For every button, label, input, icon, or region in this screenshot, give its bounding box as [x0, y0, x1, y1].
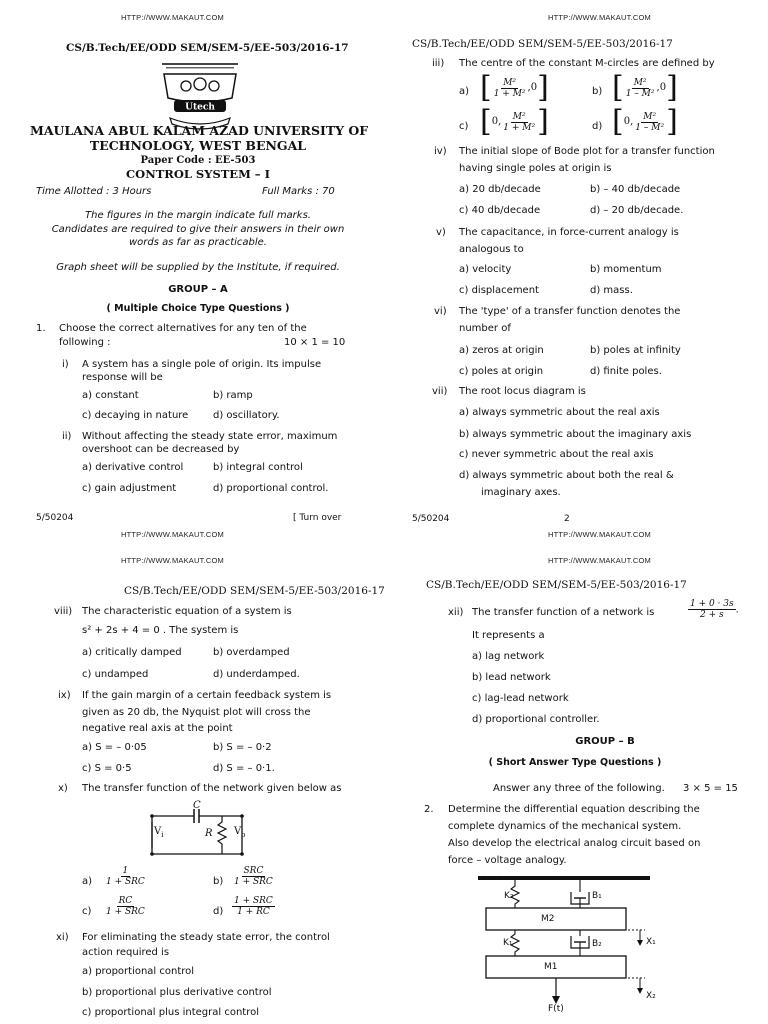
figure-label-b2: B₂ [592, 939, 602, 949]
group-heading: GROUP – B [575, 736, 635, 747]
circuit-label-vi: $V_i$ [154, 826, 164, 839]
question-marks: 3 × 5 = 15 [683, 783, 738, 794]
math-denominator: 1 + SRC [106, 877, 145, 887]
subquestion-number: i) [62, 359, 69, 370]
answer-option-continued[interactable]: imaginary axes. [481, 487, 561, 498]
site-url-header[interactable]: HTTP://WWW.MAKAUT.COM [121, 13, 224, 22]
answer-option[interactable]: d) underdamped. [213, 669, 300, 680]
math-numerator: SRC [243, 866, 264, 876]
answer-option[interactable]: a) proportional control [82, 966, 195, 977]
answer-option[interactable]: [ 0 , $\frac{\text{M²}}{\text{1 – M²}}$ ] [612, 104, 678, 139]
answer-option-label: d) [592, 121, 603, 132]
group-subheading: ( Short Answer Type Questions ) [488, 757, 662, 768]
question-marks: 10 × 1 = 10 [284, 337, 346, 348]
question-text: given as 20 db, the Nyquist plot will cross the [82, 707, 311, 718]
group-subheading: ( Multiple Choice Type Questions ) [106, 303, 290, 314]
circuit-label-c: C [193, 800, 201, 811]
time-allotted: Time Allotted : 3 Hours [36, 186, 152, 197]
question-text: The initial slope of Bode plot for a transfer function [459, 146, 715, 157]
answer-option-label: c) [82, 906, 92, 917]
question-text: The capacitance, in force-current analogy is [459, 227, 679, 238]
subquestion-number: ii) [62, 431, 72, 442]
answer-option[interactable]: c) displacement [459, 285, 539, 296]
question-text: having single poles at origin is [459, 163, 612, 174]
answer-option[interactable]: b) poles at infinity [590, 345, 681, 356]
paper-code: Paper Code : EE-503 [140, 155, 256, 166]
answer-option-label: c) [459, 121, 469, 132]
question-text: response will be [82, 372, 163, 383]
subquestion-number: xii) [448, 607, 464, 618]
answer-option[interactable]: b) S = – 0·2 [213, 742, 272, 753]
figure-label-x1: X₁ [646, 937, 656, 947]
instruction-line: The figures in the margin indicate full marks. [85, 210, 311, 221]
answer-option[interactable]: c) S = 0·5 [82, 763, 132, 774]
circuit-label-vo: $V_o$ [234, 826, 246, 839]
question-text: force – voltage analogy. [448, 855, 567, 866]
answer-option[interactable]: b) overdamped [213, 647, 290, 658]
math-zero: 0 [491, 116, 499, 127]
question-text: Also develop the electrical analog circuit based on [448, 838, 701, 849]
answer-option[interactable]: a) always symmetric about the real axis [459, 407, 660, 418]
math-numerator: M² [503, 77, 517, 88]
question-text: It represents a [472, 630, 545, 641]
site-url-footer[interactable]: HTTP://WWW.MAKAUT.COM [121, 530, 224, 539]
logo-text: Utech [185, 102, 215, 113]
answer-option[interactable]: d) mass. [590, 285, 633, 296]
answer-option[interactable]: d) finite poles. [590, 366, 662, 377]
question-text: analogous to [459, 244, 524, 255]
answer-option[interactable]: a) lag network [472, 651, 545, 662]
instruction-line: words as far as practicable. [129, 237, 267, 248]
math-denominator: 1 + M² [493, 88, 526, 99]
course-code-header: CS/B.Tech/EE/ODD SEM/SEM-5/EE-503/2016-17 [412, 38, 673, 50]
subquestion-number: ix) [58, 690, 71, 701]
answer-option[interactable]: b) – 40 db/decade [590, 184, 681, 195]
question-text: Determine the differential equation describing the [448, 804, 700, 815]
answer-option[interactable]: d) S = – 0·1. [213, 763, 275, 774]
answer-option-label: d) [213, 906, 224, 917]
answer-option[interactable]: a) constant [82, 390, 139, 401]
question-text: The 'type' of a transfer function denotes the [459, 306, 681, 317]
answer-option[interactable]: a) critically damped [82, 647, 182, 658]
question-text: negative real axis at the point [82, 723, 233, 734]
question-number: 2. [424, 804, 434, 815]
answer-option[interactable]: a) zeros at origin [459, 345, 544, 356]
circuit-label-r: R [205, 828, 213, 839]
math-numerator: 1 + 0 · 3s [690, 599, 734, 609]
figure-label-k2: K₂ [504, 891, 514, 901]
figure-label-m2: M2 [541, 914, 555, 924]
subquestion-number: v) [436, 227, 446, 238]
answer-option[interactable]: b) lead network [472, 672, 551, 683]
math-numerator: 1 + SRC [234, 896, 273, 906]
answer-option[interactable]: a) S = – 0·05 [82, 742, 147, 753]
math-denominator: 1 + RC [237, 907, 270, 917]
site-url-header[interactable]: HTTP://WWW.MAKAUT.COM [548, 556, 651, 565]
course-code-header: CS/B.Tech/EE/ODD SEM/SEM-5/EE-503/2016-17 [66, 42, 349, 54]
math-zero: 0 [530, 82, 538, 93]
answer-option[interactable]: d) always symmetric about both the real & [459, 470, 674, 481]
figure-label-x2: X₂ [646, 991, 656, 1001]
math-denominator: 2 + s [700, 610, 724, 620]
site-url-header[interactable]: HTTP://WWW.MAKAUT.COM [548, 13, 651, 22]
answer-option[interactable] [232, 866, 275, 887]
question-text: Without affecting the steady state error, maximum [82, 431, 338, 442]
question-number: 1. [36, 323, 46, 334]
page-number: 2 [564, 514, 570, 524]
subquestion-number: x) [58, 783, 68, 794]
subject-title: CONTROL SYSTEM – I [126, 167, 270, 181]
answer-option[interactable]: c) lag-lead network [472, 693, 569, 704]
answer-option[interactable]: c) undamped [82, 669, 149, 680]
answer-option-label: a) [82, 876, 93, 887]
figure-label-k1: K₁ [503, 938, 513, 948]
question-text: For eliminating the steady state error, the control [82, 932, 330, 943]
answer-option[interactable]: d) proportional control. [213, 483, 329, 494]
full-marks: Full Marks : 70 [262, 186, 335, 197]
question-text: Choose the correct alternatives for any ten of the [59, 323, 307, 334]
group-heading: GROUP – A [168, 284, 228, 295]
question-text: The centre of the constant M-circles are defined by [459, 58, 715, 69]
answer-option-label: a) [459, 86, 470, 97]
question-text: The characteristic equation of a system is [82, 606, 292, 617]
answer-option[interactable]: d) – 20 db/decade. [590, 205, 684, 216]
subquestion-number: viii) [54, 606, 73, 617]
answer-option[interactable]: a) velocity [459, 264, 512, 275]
answer-option[interactable] [104, 866, 147, 887]
math-denominator: 1 + M² [503, 122, 536, 133]
answer-option[interactable]: c) gain adjustment [82, 483, 177, 494]
subquestion-number: xi) [56, 932, 69, 943]
question-text: s² + 2s + 4 = 0 . The system is [82, 625, 239, 636]
question-text: The transfer function of the network given below as [82, 783, 342, 794]
subquestion-number: iii) [432, 58, 445, 69]
answer-option[interactable]: c) 40 db/decade [459, 205, 541, 216]
question-text: number of [459, 323, 511, 334]
site-url-header[interactable]: HTTP://WWW.MAKAUT.COM [121, 556, 224, 565]
course-code-header: CS/B.Tech/EE/ODD SEM/SEM-5/EE-503/2016-17 [426, 579, 687, 591]
question-text: complete dynamics of the mechanical system. [448, 821, 682, 832]
answer-option[interactable]: a) derivative control [82, 462, 184, 473]
figure-label-b1: B₁ [592, 891, 602, 901]
answer-option[interactable]: a) 20 db/decade [459, 184, 541, 195]
university-name-line2: TECHNOLOGY, WEST BENGAL [89, 138, 307, 153]
math-zero: 0 [623, 116, 631, 127]
transfer-function-expression: $\frac{1 + 0 \cdot 3s}{2 + s}$ . [690, 599, 739, 620]
math-denominator: 1 – M² [625, 88, 655, 99]
page-footer-code: 5/50204 [36, 513, 74, 523]
math-denominator: 1 + SRC [106, 907, 145, 917]
math-numerator: M² [512, 111, 526, 122]
answer-option[interactable]: c) poles at origin [459, 366, 544, 377]
question-text: If the gain margin of a certain feedback system is [82, 690, 332, 701]
math-numerator: RC [118, 896, 133, 906]
math-numerator: M² [643, 111, 657, 122]
math-denominator: 1 + SRC [234, 877, 273, 887]
answer-option[interactable]: d) oscillatory. [213, 410, 280, 421]
math-numerator: 1 [122, 866, 129, 876]
answer-option[interactable]: c) proportional plus integral control [82, 1007, 260, 1018]
question-text: A system has a single pole of origin. Its impulse [82, 359, 322, 370]
course-code-header: CS/B.Tech/EE/ODD SEM/SEM-5/EE-503/2016-17 [124, 585, 385, 597]
answer-option[interactable]: b) always symmetric about the imaginary axis [459, 429, 692, 440]
figure-label-force: F(t) [548, 1004, 564, 1014]
site-url-footer[interactable]: HTTP://WWW.MAKAUT.COM [548, 530, 651, 539]
answer-option[interactable]: c) decaying in nature [82, 410, 189, 421]
subquestion-number: vi) [434, 306, 447, 317]
subquestion-number: vii) [432, 386, 448, 397]
answer-option[interactable]: b) momentum [590, 264, 662, 275]
turn-over-note: [ Turn over [293, 513, 342, 523]
instruction-line: Answer any three of the following. [493, 783, 665, 794]
answer-option[interactable]: b) ramp [213, 390, 253, 401]
math-denominator: 1 – M² [635, 122, 665, 133]
answer-option[interactable]: c) never symmetric about the real axis [459, 449, 654, 460]
answer-option-label: b) [592, 86, 603, 97]
figure-label-m1: M1 [544, 962, 558, 972]
question-text: The transfer function of a network is [472, 607, 655, 618]
subquestion-number: iv) [434, 146, 447, 157]
answer-option-label: b) [213, 876, 224, 887]
question-text: following : [59, 337, 111, 348]
math-numerator: M² [633, 77, 647, 88]
page-footer-code: 5/50204 [412, 514, 450, 524]
instruction-line: Candidates are required to give their answers in their own [51, 224, 345, 235]
answer-option[interactable]: [ 0 , $\frac{\text{M²}}{\text{1 + M²}}$ ] [480, 104, 549, 139]
math-zero: 0 [659, 82, 667, 93]
university-name-line1: MAULANA ABUL KALAM AZAD UNIVERSITY OF [30, 123, 369, 138]
answer-option[interactable]: [ $\frac{\text{M²}}{\text{1 – M²}}$ , 0 ] [612, 70, 678, 105]
answer-option[interactable]: b) integral control [213, 462, 303, 473]
question-text: action required is [82, 947, 170, 958]
answer-option[interactable] [232, 896, 275, 917]
answer-option[interactable]: [ $\frac{\text{M²}}{\text{1 + M²}}$ , 0 ] [480, 70, 549, 105]
question-text: overshoot can be decreased by [82, 444, 240, 455]
answer-option[interactable]: d) proportional controller. [472, 714, 600, 725]
question-text: The root locus diagram is [459, 386, 586, 397]
answer-option[interactable] [104, 896, 147, 917]
instruction-line: Graph sheet will be supplied by the Institute, if required. [56, 262, 340, 273]
answer-option[interactable]: b) proportional plus derivative control [82, 987, 272, 998]
